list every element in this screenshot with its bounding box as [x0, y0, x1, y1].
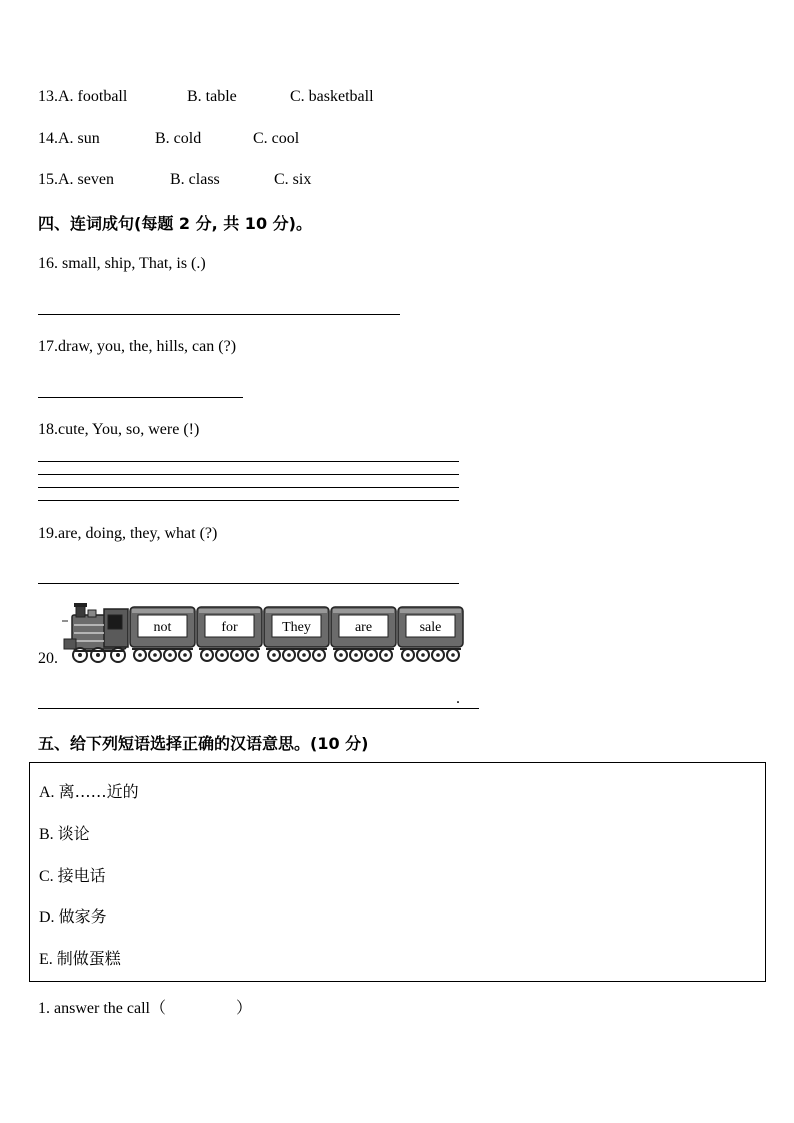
- option-text: 谈论: [57, 824, 90, 843]
- option-text: 制做蛋糕: [56, 949, 121, 968]
- question-14: [38, 130, 100, 148]
- train-illustration: [60, 603, 470, 665]
- answer-line-19[interactable]: [38, 583, 459, 584]
- question-17: 17.draw, you, the, hills, can (?): [38, 338, 237, 355]
- option-b: B. cold: [155, 130, 202, 147]
- writing-line-18-3[interactable]: [38, 487, 459, 488]
- writing-line-18-1[interactable]: [38, 461, 459, 462]
- option-letter: D.: [39, 909, 55, 926]
- question-number: 15.: [38, 171, 58, 188]
- train-car-label: not: [153, 620, 172, 635]
- option-letter: C.: [39, 868, 54, 885]
- option-d-item: [39, 904, 107, 927]
- option-letter: A.: [39, 784, 55, 801]
- question-19: 19.are, doing, they, what (?): [38, 525, 218, 542]
- question-20-number: 20.: [38, 650, 58, 667]
- option-a: A. football: [58, 88, 128, 105]
- option-a: A. seven: [58, 171, 114, 188]
- section-5-heading: 五、给下列短语选择正确的汉语意思。(10 分): [38, 734, 369, 753]
- question-13: [38, 88, 127, 106]
- phrase-1: [38, 995, 252, 1018]
- option-letter: E.: [39, 951, 53, 968]
- question-number: 14.: [38, 130, 58, 147]
- end-mark-20: .: [456, 690, 460, 707]
- train-car-label: for: [221, 620, 238, 635]
- train-car-2: [197, 607, 262, 661]
- option-letter: B.: [39, 826, 54, 843]
- train-car-label: They: [282, 620, 311, 635]
- options-box: [29, 762, 766, 982]
- option-c: C. six: [274, 171, 312, 188]
- option-c: C. cool: [253, 130, 300, 147]
- train-car-label: sale: [419, 620, 442, 635]
- answer-line-20[interactable]: [38, 708, 479, 709]
- section-4-heading: 四、连词成句(每题 2 分, 共 10 分)。: [38, 214, 312, 233]
- close-paren: ）: [235, 1000, 252, 1017]
- option-c: C. basketball: [290, 88, 374, 105]
- option-e-item: [39, 946, 121, 969]
- question-15: [38, 171, 114, 189]
- answer-line-17[interactable]: [38, 397, 243, 398]
- option-text: 做家务: [58, 907, 107, 926]
- writing-line-18-4[interactable]: [38, 500, 459, 501]
- question-number: 13.: [38, 88, 58, 105]
- question-18: 18.cute, You, so, were (!): [38, 421, 200, 438]
- train-car-1: [130, 607, 195, 661]
- train-car-5: [398, 607, 463, 661]
- option-a-item: [39, 779, 139, 802]
- option-b-item: [39, 821, 90, 844]
- option-c-item: [39, 863, 106, 886]
- train-car-3: [264, 607, 329, 661]
- writing-line-18-2[interactable]: [38, 474, 459, 475]
- option-a: A. sun: [58, 130, 100, 147]
- train-car-4: [331, 607, 396, 661]
- locomotive-icon: [62, 603, 128, 662]
- option-b: B. class: [170, 171, 220, 188]
- phrase-text: 1. answer the call（: [38, 1000, 166, 1017]
- option-text: 离……近的: [58, 782, 139, 801]
- option-b: B. table: [187, 88, 237, 105]
- train-car-label: are: [354, 620, 373, 635]
- answer-line-16[interactable]: [38, 314, 400, 315]
- question-16: 16. small, ship, That, is (.): [38, 255, 206, 272]
- option-text: 接电话: [57, 866, 106, 885]
